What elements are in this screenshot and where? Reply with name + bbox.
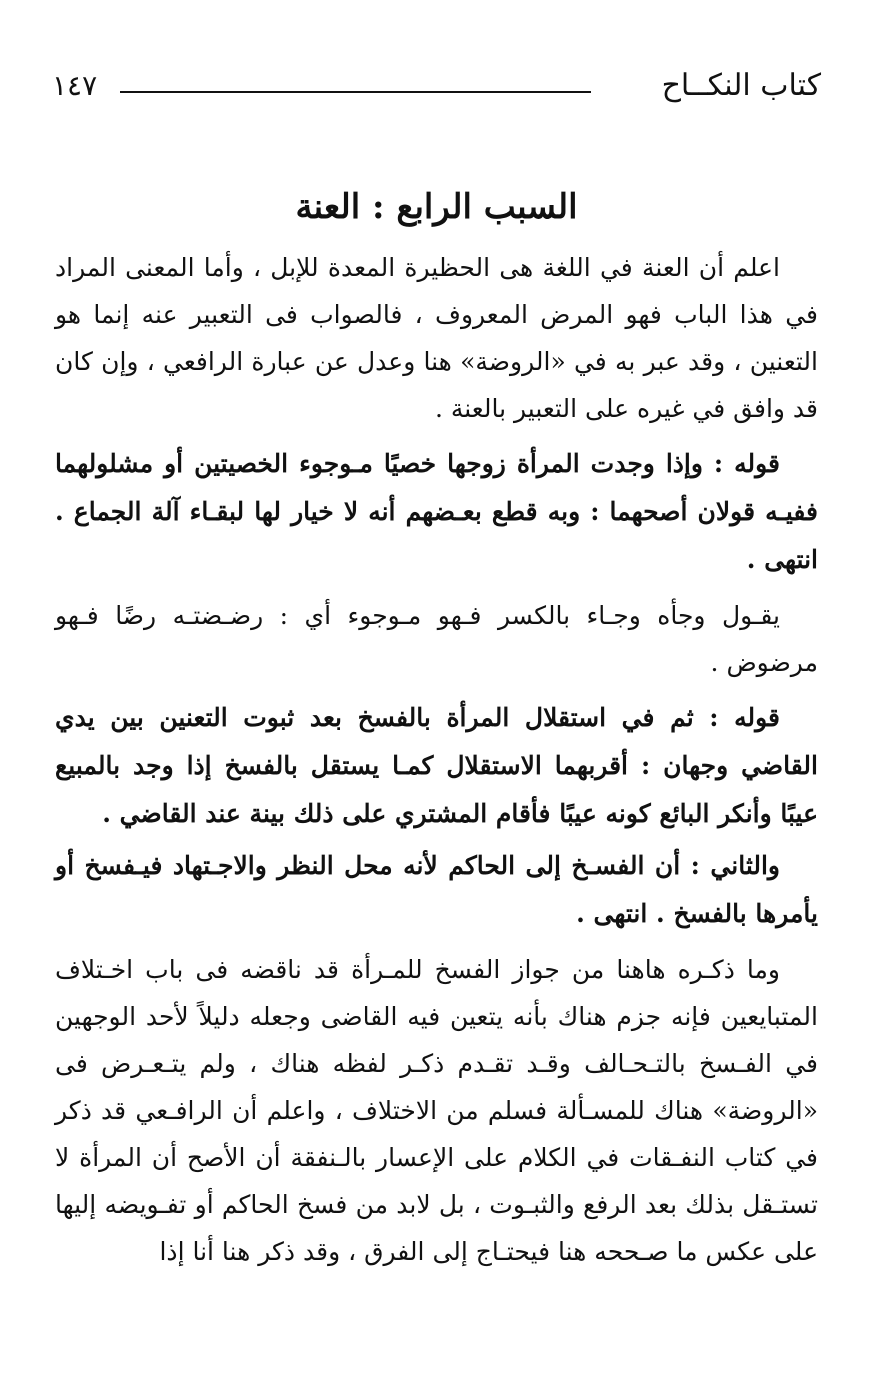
page-number: ١٤٧ [52, 69, 98, 102]
book-title: كتاب النكــاح [661, 68, 821, 103]
paragraph-commentary-1: يقـول وجأه وجـاء بالكسر فـهو مـوجوء أي : رضـضتـه رضًا فـهو مرضوض . [55, 601, 818, 677]
running-header [52, 62, 821, 114]
paragraph-quote-2: قوله : ثم في استقلال المرأة بالفسخ بعد ثبوت التعنين بين يدي القاضي وجهان : أقربهما الاستقلال كمـا يستقل بالفسخ إذا وجد بالمبيع عيبًا وأنكر البائع كونه عيبًا فأقام المشتري على ذلك بينة عند القاضي . [55, 703, 818, 828]
paragraph-quote-3: والثاني : أن الفسـخ إلى الحاكم لأنه محل النظر والاجـتهاد فيـفسخ أو يأمرها بالفسخ . انتهى . [55, 851, 818, 928]
header-rule [120, 91, 591, 93]
body-text [55, 244, 818, 1275]
paragraph-intro: اعلم أن العنة في اللغة هى الحظيرة المعدة للإبل ، وأما المعنى المراد في هذا الباب فهو المرض المعروف ، فالصواب فى التعبير عنه إنما هو التعنين ، وقد عبر به في «الروضة» هنا وعدل عن عبارة الرافعي ، وإن كان قد وافق في غيره على التعبير بالعنة . [55, 253, 818, 423]
paragraph-quote-1: قوله : وإذا وجدت المرأة زوجها خصيًا مـوجوء الخصيتين أو مشلولهما ففيـه قولان أصحهما : وبه قطع بعـضهم أنه لا خيار لها لبقـاء آلة الجماع . انتهى . [55, 449, 818, 574]
paragraph-commentary-2: وما ذكـره هاهنا من جواز الفسخ للمـرأة قد ناقضه فى باب اخـتلاف المتبايعين فإنه جزم هناك بأنه يتعين فيه القاضى وجعله دليلاً لأحد الوجهين في الفـسخ بالتـحـالف وقـد تقـدم ذكـر لفظه هناك ، ولم يتـعـرض فى «الروضة» هناك للمسـألة فسلم من الاختلاف ، واعلم أن الرافـعي قد ذكر في كتاب النفـقات في الكلام على الإعسار بالـنفقة أن الأصح أن المرأة لا تستـقل بذلك بعد الرفع والثبـوت ، بل لابد من فسخ الحاكم أو تفـويضه إليها على عكس ما صـححه هنا فيحتـاج إلى الفرق ، وقد ذكر هنا أنا إذا [55, 955, 818, 1266]
chapter-heading: السبب الرابع : العنة [295, 187, 578, 227]
